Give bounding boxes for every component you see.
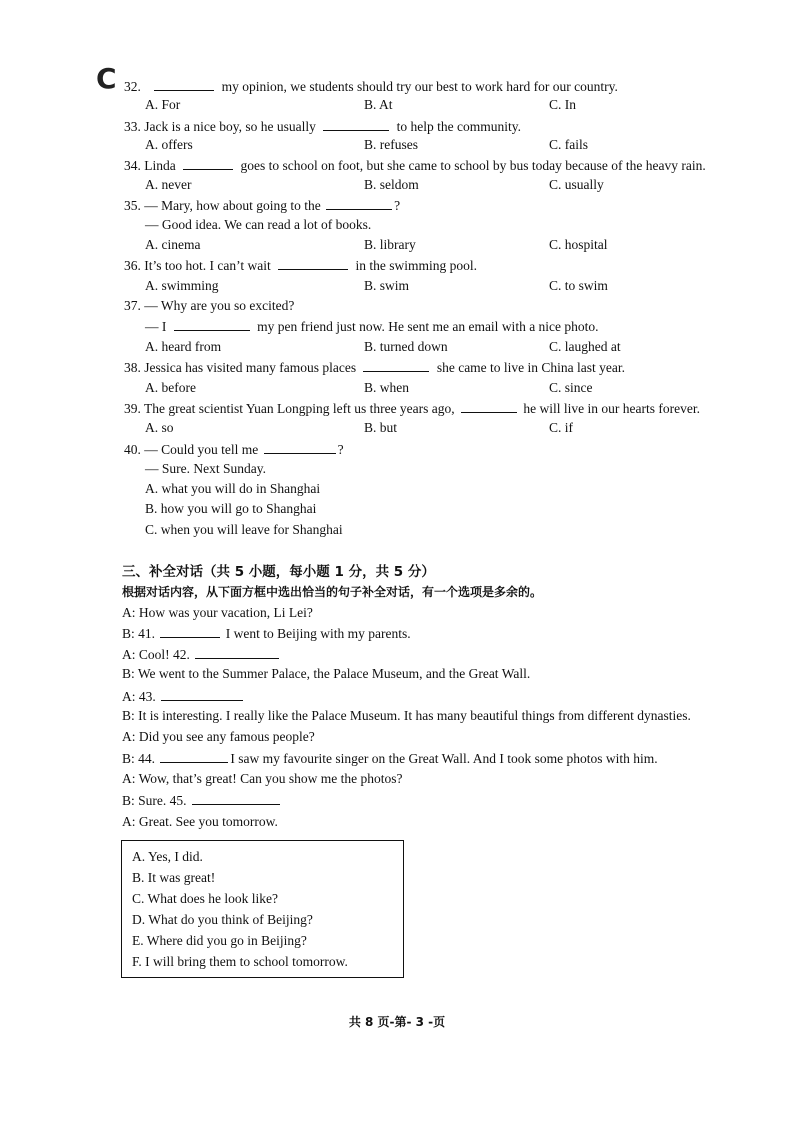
answer-blank-42[interactable] — [195, 646, 279, 659]
question-34: 34. Linda goes to school on foot, but she came to school by bus today because of the heavy rain. — [124, 158, 706, 173]
question-35: 35. — Mary, how about going to the ? — [124, 198, 401, 213]
answer-blank[interactable] — [154, 78, 214, 91]
question-40-reply: — Sure. Next Sunday. — [145, 461, 266, 476]
option-a[interactable]: A. never — [145, 177, 192, 192]
section-title: 三、补全对话（共 5 小题，每小题 1 分，共 5 分） — [122, 564, 435, 580]
dialogue-line: B: We went to the Summer Palace, the Palace Museum, and the Great Wall. — [122, 666, 531, 681]
answer-blank[interactable] — [323, 118, 389, 131]
dialogue-line: A: 43. — [122, 688, 245, 705]
option-a[interactable]: A. cinema — [145, 237, 201, 252]
option-b[interactable]: B. swim — [364, 278, 410, 293]
question-32: 32. my opinion, we students should try our best to work hard for our country. — [124, 79, 618, 94]
dialogue-line: B: 44. I saw my favourite singer on the Great Wall. And I took some photos with him. — [122, 751, 658, 766]
answer-blank[interactable] — [461, 400, 517, 413]
option-b[interactable]: B. how you will go to Shanghai — [145, 501, 317, 516]
question-38: 38. Jessica has visited many famous places she came to live in China last year. — [124, 360, 626, 375]
option-a[interactable]: A. swimming — [145, 278, 219, 293]
option-c[interactable]: C. In — [549, 97, 576, 112]
dialogue-line: A: Great. See you tomorrow. — [122, 814, 278, 829]
answer-blank[interactable] — [264, 441, 336, 454]
box-option-e[interactable]: E. Where did you go in Beijing? — [132, 933, 307, 948]
dialogue-line: B: 41. I went to Beijing with my parents. — [122, 626, 411, 641]
option-c[interactable]: C. usually — [549, 177, 604, 192]
answer-blank-41[interactable] — [160, 625, 220, 638]
option-b[interactable]: B. refuses — [364, 137, 418, 152]
dialogue-line: A: How was your vacation, Li Lei? — [122, 605, 313, 620]
answer-blank[interactable] — [278, 257, 348, 270]
option-c[interactable]: C. laughed at — [549, 339, 621, 354]
box-option-b[interactable]: B. It was great! — [132, 870, 216, 885]
page-footer: 共 8 页-第- 3 -页 — [348, 1015, 446, 1029]
answer-blank[interactable] — [363, 359, 429, 372]
box-option-c[interactable]: C. What does he look like? — [132, 891, 278, 906]
box-option-d[interactable]: D. What do you think of Beijing? — [132, 912, 313, 927]
option-b[interactable]: B. seldom — [364, 177, 419, 192]
answer-blank[interactable] — [183, 157, 233, 170]
option-c[interactable]: C. since — [549, 380, 593, 395]
question-37: 37. — Why are you so excited? — [124, 298, 295, 313]
option-c[interactable]: C. if — [549, 420, 574, 435]
question-36: 36. It’s too hot. I can’t wait in the swimming pool. — [124, 258, 477, 273]
dialogue-line: B: Sure. 45. — [122, 792, 282, 809]
option-a[interactable]: A. so — [145, 420, 174, 435]
option-b[interactable]: B. library — [364, 237, 416, 252]
option-b[interactable]: B. but — [364, 420, 398, 435]
option-a[interactable]: A. For — [145, 97, 181, 112]
answer-blank[interactable] — [326, 197, 392, 210]
question-35-reply: — Good idea. We can read a lot of books. — [145, 217, 372, 232]
dialogue-line: B: It is interesting. I really like the Palace Museum. It has many beautiful things from different dynasties. — [122, 708, 691, 723]
option-c[interactable]: C. hospital — [549, 237, 608, 252]
option-c[interactable]: C. when you will leave for Shanghai — [145, 522, 343, 537]
option-a[interactable]: A. offers — [145, 137, 193, 152]
dialogue-line: A: Did you see any famous people? — [122, 729, 315, 744]
options-box — [121, 840, 404, 978]
option-a[interactable]: A. before — [145, 380, 196, 395]
box-option-a[interactable]: A. Yes, I did. — [132, 849, 203, 864]
answer-blank-44[interactable] — [160, 750, 228, 763]
option-b[interactable]: B. turned down — [364, 339, 448, 354]
option-c[interactable]: C. fails — [549, 137, 588, 152]
answer-blank-43[interactable] — [161, 688, 243, 701]
option-b[interactable]: B. when — [364, 380, 409, 395]
handwritten-mark: C — [96, 62, 117, 95]
dialogue-line: A: Cool! 42. — [122, 646, 281, 663]
section-instruction: 根据对话内容，从下面方框中选出恰当的句子补全对话，有一个选项是多余的。 — [122, 585, 543, 599]
answer-blank[interactable] — [174, 318, 250, 331]
answer-blank-45[interactable] — [192, 792, 280, 805]
option-b[interactable]: B. At — [364, 97, 393, 112]
dialogue-line: A: Wow, that’s great! Can you show me the photos? — [122, 771, 403, 786]
question-39: 39. The great scientist Yuan Longping left us three years ago, he will live in our hearts forever. — [124, 401, 700, 416]
question-37-reply: — I my pen friend just now. He sent me an email with a nice photo. — [145, 319, 599, 334]
box-option-f[interactable]: F. I will bring them to school tomorrow. — [132, 954, 348, 969]
option-c[interactable]: C. to swim — [549, 278, 608, 293]
question-40: 40. — Could you tell me ? — [124, 442, 344, 457]
question-33: 33. Jack is a nice boy, so he usually to help the community. — [124, 119, 521, 134]
option-a[interactable]: A. heard from — [145, 339, 222, 354]
option-a[interactable]: A. what you will do in Shanghai — [145, 481, 321, 496]
